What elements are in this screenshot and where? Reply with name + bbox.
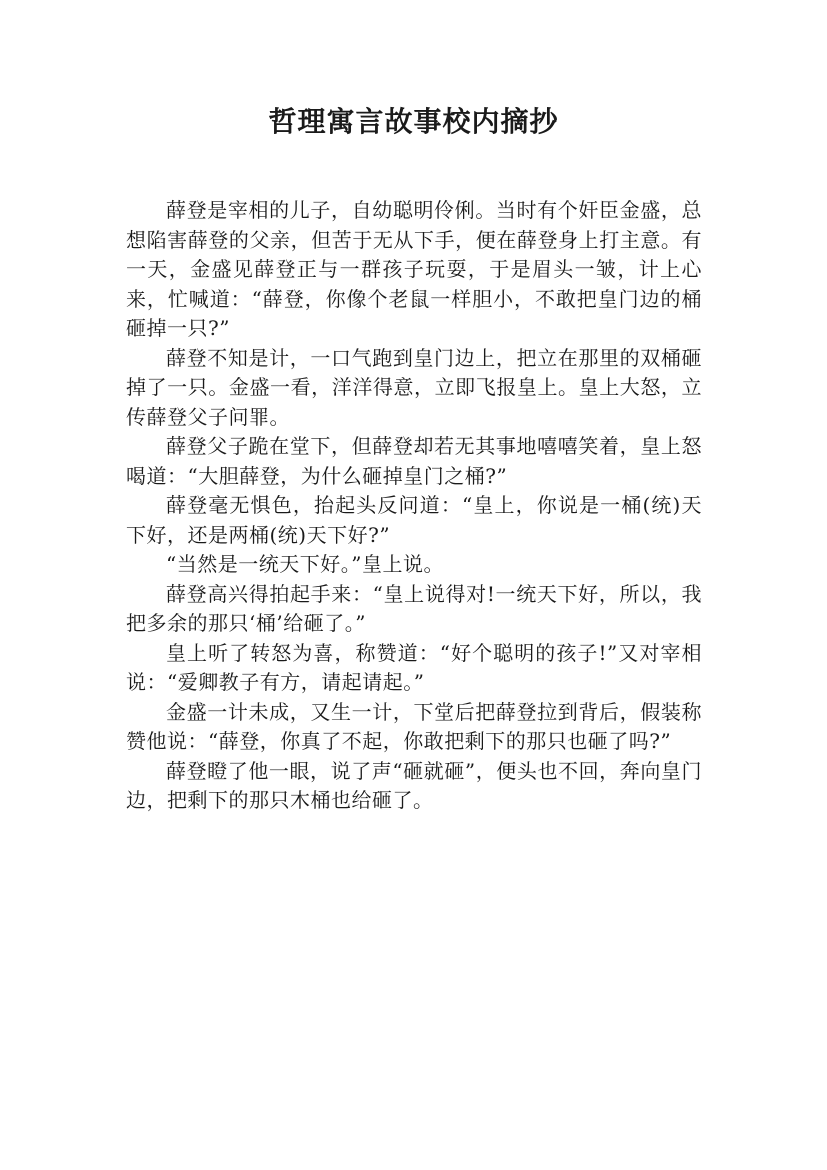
paragraph: 薛登高兴得拍起手来：“皇上说得对!一统天下好，所以，我把多余的那只‘桶’给砸了。” xyxy=(126,581,702,635)
paragraph: 薛登瞪了他一眼，说了声“砸就砸”，便头也不回，奔向皇门边，把剩下的那只木桶也给砸了。 xyxy=(126,758,702,812)
paragraph: “当然是一统天下好。”皇上说。 xyxy=(166,552,444,576)
paragraph: 薛登不知是计，一口气跑到皇门边上，把立在那里的双桶砸掉了一只。金盛一看，洋洋得意，立即飞报皇上。皇上大怒，立传薛登父子问罪。 xyxy=(126,345,702,429)
paragraph: 金盛一计未成，又生一计，下堂后把薛登拉到背后，假装称赞他说：“薛登，你真了不起，你敢把剩下的那只也砸了吗?” xyxy=(126,699,702,753)
document-body xyxy=(126,196,702,816)
paragraph: 薛登父子跪在堂下，但薛登却若无其事地嘻嘻笑着，皇上怒喝道：“大胆薛登，为什么砸掉皇门之桶?” xyxy=(126,434,702,488)
document-title: 哲理寓言故事校内摘抄 xyxy=(268,105,559,138)
paragraph: 薛登是宰相的儿子，自幼聪明伶俐。当时有个奸臣金盛，总想陷害薛登的父亲，但苦于无从下手，便在薛登身上打主意。有一天，金盛见薛登正与一群孩子玩耍，于是眉头一皱，计上心来，忙喊道：“薛登，你像个老鼠一样胆小，不敢把皇门边的桶砸掉一只?” xyxy=(126,198,702,340)
paragraph: 皇上听了转怒为喜，称赞道：“好个聪明的孩子!”又对宰相说：“爱卿教子有方，请起请起。” xyxy=(126,640,702,694)
paragraph: 薛登毫无惧色，抬起头反问道：“皇上，你说是一桶(统)天下好，还是两桶(统)天下好?” xyxy=(126,493,702,547)
